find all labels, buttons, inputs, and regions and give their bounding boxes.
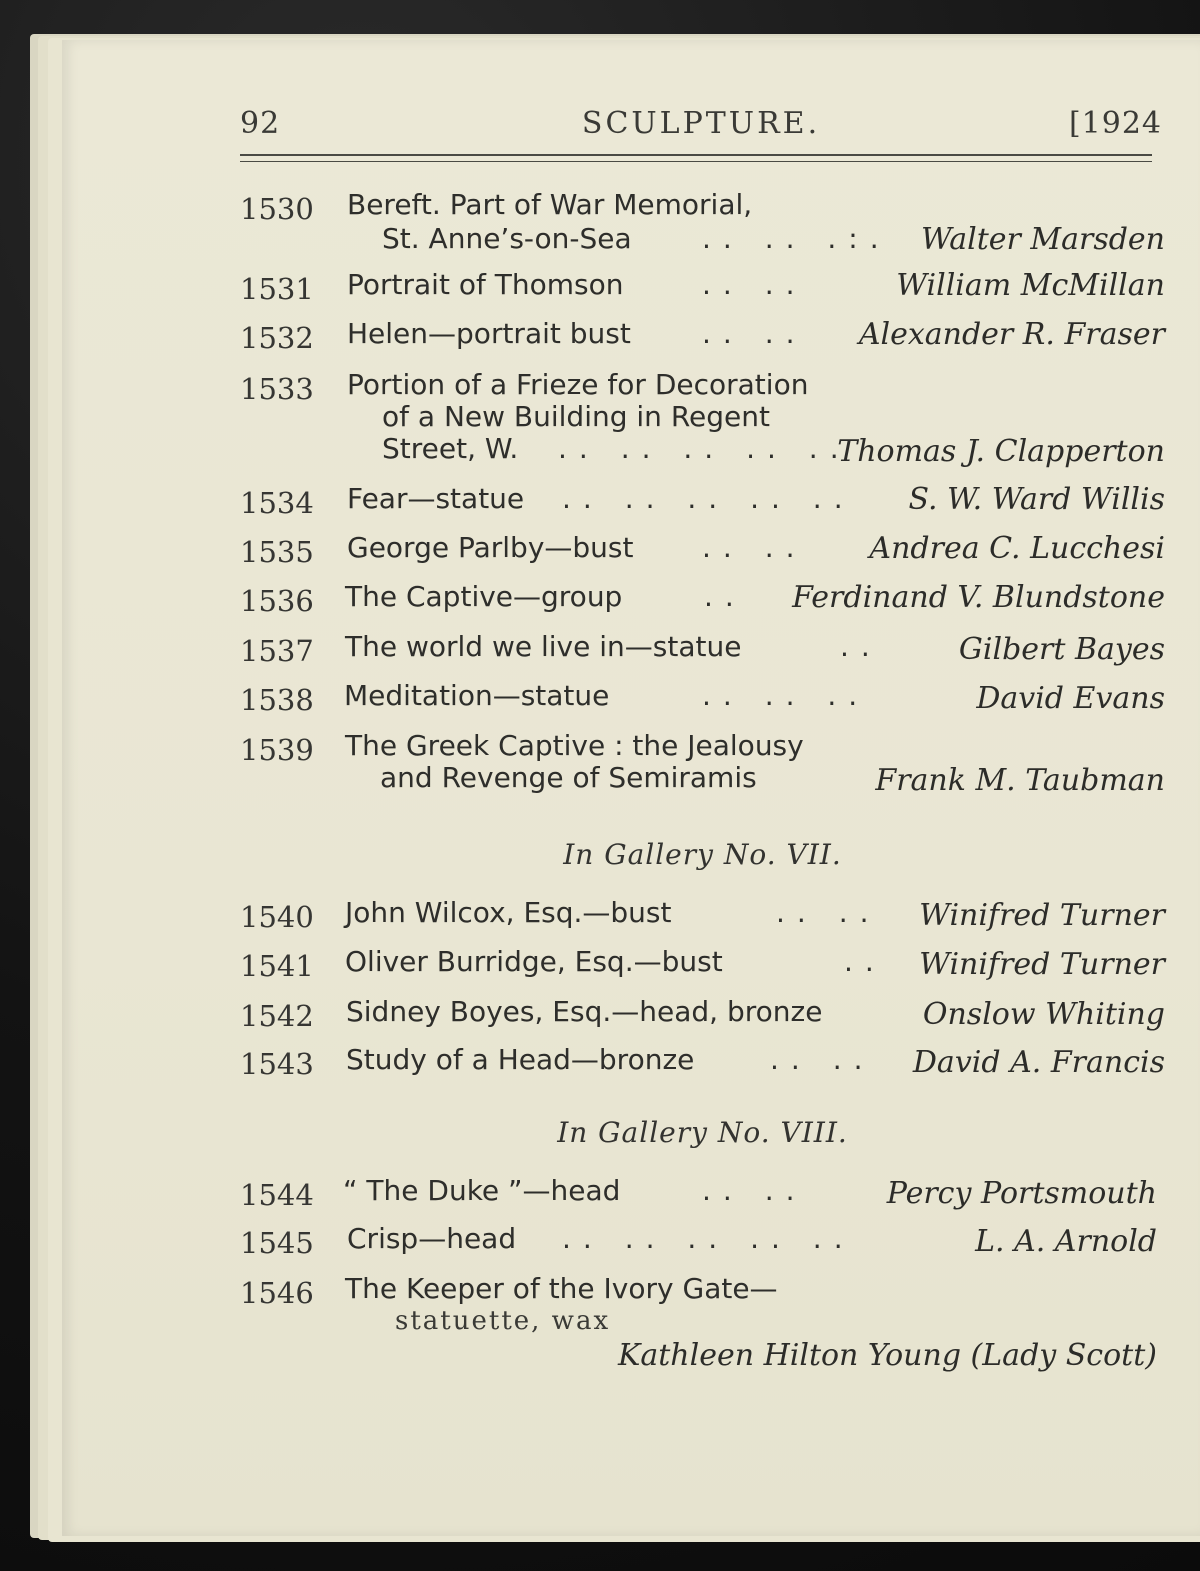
leader-dots: .. .. — [770, 1043, 875, 1076]
catalogue-number: 1534 — [240, 486, 314, 520]
leader-dots: .. .. — [702, 1174, 807, 1207]
catalogue-number: 1537 — [240, 634, 314, 668]
entry-title: of a New Building in Regent — [382, 400, 770, 433]
gallery-heading: In Gallery No. VIII. — [557, 1116, 848, 1149]
catalogue-number: 1544 — [240, 1178, 314, 1212]
entry-title: Oliver Burridge, Esq.—bust — [345, 945, 723, 978]
catalogue-entry — [240, 580, 1165, 620]
catalogue-entry — [240, 268, 1165, 308]
artist-name: S. W. Ward Willis — [908, 482, 1165, 517]
entry-title: Portrait of Thomson — [347, 268, 624, 301]
catalogue-number: 1536 — [240, 584, 314, 618]
entry-title: Bereft. Part of War Memorial, — [347, 188, 753, 221]
entry-title: George Parlby—bust — [347, 531, 634, 564]
leader-dots: .. .. .. .. .. — [562, 482, 855, 515]
artist-name: David Evans — [976, 681, 1165, 716]
catalogue-entry — [240, 729, 1165, 799]
entry-title: Helen—portrait bust — [347, 317, 631, 350]
artist-name: L. A. Arnold — [975, 1224, 1157, 1259]
catalogue-entry — [240, 1174, 1165, 1214]
artist-name: David A. Francis — [912, 1045, 1165, 1080]
artist-name: Thomas J. Clapperton — [837, 434, 1165, 469]
entry-title: Crisp—head — [347, 1222, 517, 1255]
artist-name: William McMillan — [896, 268, 1165, 303]
catalogue-entry — [240, 1043, 1165, 1083]
catalogue-entry — [240, 896, 1165, 936]
page-number: 92 — [240, 106, 281, 141]
catalogue-number: 1535 — [240, 535, 314, 569]
page-year: [1924 — [1068, 106, 1162, 141]
catalogue-number: 1543 — [240, 1047, 314, 1081]
leader-dots: .. .. .:. — [702, 222, 891, 255]
artist-name: Andrea C. Lucchesi — [869, 531, 1165, 566]
leader-dots: .. .. .. — [702, 679, 870, 712]
entry-title: The Keeper of the Ivory Gate— — [345, 1272, 778, 1305]
catalogue-number: 1546 — [240, 1276, 314, 1310]
catalogue-number: 1532 — [240, 321, 314, 355]
catalogue-entry — [240, 679, 1165, 719]
artist-name: Ferdinand V. Blundstone — [792, 580, 1165, 615]
catalogue-entry — [240, 1222, 1165, 1262]
artist-name: Winifred Turner — [919, 898, 1165, 933]
entry-title: and Revenge of Semiramis — [380, 761, 757, 794]
catalogue-entry — [240, 945, 1165, 985]
leader-dots: .. .. .. .. .. — [558, 432, 851, 465]
catalogue-number: 1538 — [240, 683, 314, 717]
leader-dots: .. .. — [702, 268, 807, 301]
leader-dots: .. .. — [702, 531, 807, 564]
artist-name: Kathleen Hilton Young (Lady Scott) — [617, 1338, 1157, 1373]
catalogue-number: 1531 — [240, 272, 314, 306]
catalogue-number: 1542 — [240, 999, 314, 1033]
catalogue-number: 1545 — [240, 1226, 314, 1260]
catalogue-entry — [240, 482, 1165, 522]
leader-dots: .. .. .. .. .. — [562, 1222, 855, 1255]
artist-name: Alexander R. Fraser — [858, 317, 1165, 352]
page-title: SCULPTURE. — [581, 106, 821, 141]
artist-name: Percy Portsmouth — [886, 1176, 1157, 1211]
entry-title: Street, W. — [382, 432, 519, 465]
catalogue-number: 1540 — [240, 900, 314, 934]
entry-title: Study of a Head—bronze — [346, 1043, 695, 1076]
entry-title: The Captive—group — [345, 580, 623, 613]
catalogue-entry — [240, 995, 1165, 1035]
catalogue-entry — [240, 630, 1165, 670]
entry-title: The Greek Captive : the Jealousy — [345, 729, 804, 762]
catalogue-number: 1539 — [240, 733, 314, 767]
artist-name: Frank M. Taubman — [875, 763, 1165, 798]
catalogue-entry — [240, 368, 1165, 472]
leader-dots: .. .. — [702, 317, 807, 350]
artist-name: Winifred Turner — [919, 947, 1165, 982]
catalogue-entry — [240, 188, 1165, 258]
entry-title: The world we live in—statue — [345, 630, 742, 663]
entry-title: “ The Duke ”—head — [343, 1174, 621, 1207]
catalogue-entry — [240, 1272, 1165, 1382]
gallery-heading: In Gallery No. VII. — [563, 838, 842, 871]
artist-name: Walter Marsden — [920, 222, 1165, 257]
catalogue-entry — [240, 531, 1165, 571]
artist-name: Onslow Whiting — [922, 997, 1165, 1032]
catalogue-entry — [240, 317, 1165, 357]
catalogue-number: 1541 — [240, 949, 314, 983]
artist-name: Gilbert Bayes — [958, 632, 1165, 667]
leader-dots: .. .. — [776, 896, 881, 929]
entry-title: Sidney Boyes, Esq.—head, bronze — [346, 995, 823, 1028]
catalogue-number: 1530 — [240, 192, 314, 226]
entry-subtitle: statuette, wax — [395, 1306, 611, 1336]
leader-dots: .. — [704, 580, 746, 613]
entry-title: Meditation—statue — [344, 679, 610, 712]
entry-title: St. Anne’s-on-Sea — [382, 222, 632, 255]
entry-title: John Wilcox, Esq.—bust — [345, 896, 672, 929]
entry-title: Portion of a Frieze for Decoration — [347, 368, 809, 401]
catalogue-number: 1533 — [240, 372, 314, 406]
leader-dots: .. — [844, 945, 886, 978]
leader-dots: .. — [840, 630, 882, 663]
entry-title: Fear—statue — [347, 482, 525, 515]
